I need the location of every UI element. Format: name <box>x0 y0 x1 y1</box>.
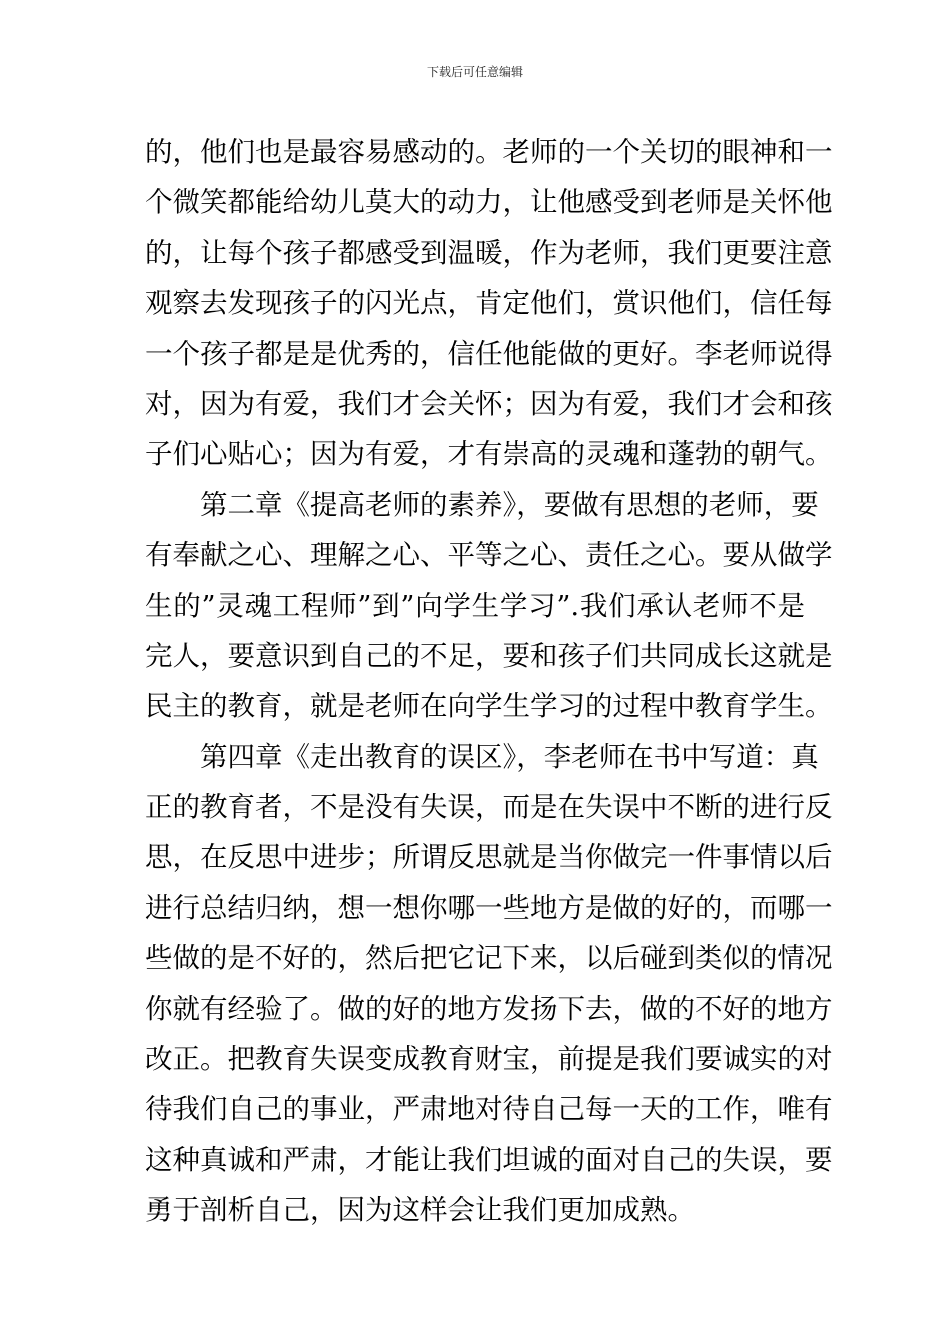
page-header: 下载后可任意编辑 <box>426 65 523 79</box>
text-line: 思，在反思中进步；所谓反思就是当你做完一件事情以后 <box>145 841 833 874</box>
text-line: 第二章《提高老师的素养》，要做有思想的老师，要 <box>200 488 819 521</box>
document-body <box>145 127 833 1236</box>
text-line: 对，因为有爱，我们才会关怀；因为有爱，我们才会和孩 <box>145 387 833 420</box>
text-line: 正的教育者，不是没有失误，而是在失误中不断的进行反 <box>145 791 833 824</box>
paragraph-1 <box>145 127 833 480</box>
text-line: 民主的教育，就是老师在向学生学习的过程中教育学生。 <box>145 690 833 723</box>
text-line: 个微笑都能给幼儿莫大的动力，让他感受到老师是关怀他 <box>145 186 833 219</box>
text-line: 你就有经验了。做的好的地方发扬下去，做的不好的地方 <box>145 992 833 1025</box>
text-line: 的，让每个孩子都感受到温暖，作为老师，我们更要注意 <box>145 236 833 269</box>
text-line: 些做的是不好的，然后把它记下来，以后碰到类似的情况 <box>145 942 833 975</box>
text-line: 的，他们也是最容易感动的。老师的一个关切的眼神和一 <box>145 136 833 168</box>
text-line: 生的”灵魂工程师”到”向学生学习”.我们承认老师不是 <box>145 589 805 622</box>
text-line: 进行总结归纳，想一想你哪一些地方是做的好的，而哪一 <box>145 891 833 924</box>
paragraph-2 <box>145 480 833 732</box>
text-line: 勇于剖析自己，因为这样会让我们更加成熟。 <box>145 1194 695 1227</box>
paragraph-3 <box>145 732 833 1236</box>
text-line: 待我们自己的事业，严肃地对待自己每一天的工作，唯有 <box>145 1093 833 1126</box>
text-line: 一个孩子都是是优秀的，信任他能做的更好。李老师说得 <box>145 337 833 370</box>
text-line: 改正。把教育失误变成教育财宝，前提是我们要诚实的对 <box>145 1043 833 1076</box>
text-line: 有奉献之心、理解之心、平等之心、责任之心。要从做学 <box>145 539 833 572</box>
text-line: 观察去发现孩子的闪光点，肯定他们，赏识他们，信任每 <box>145 287 833 320</box>
text-line: 子们心贴心；因为有爱，才有崇高的灵魂和蓬勃的朝气。 <box>145 438 833 471</box>
text-line: 完人，要意识到自己的不足，要和孩子们共同成长这就是 <box>145 639 833 672</box>
text-line: 第四章《走出教育的误区》，李老师在书中写道：真 <box>200 740 819 773</box>
text-line: 这种真诚和严肃，才能让我们坦诚的面对自己的失误，要 <box>145 1143 833 1176</box>
